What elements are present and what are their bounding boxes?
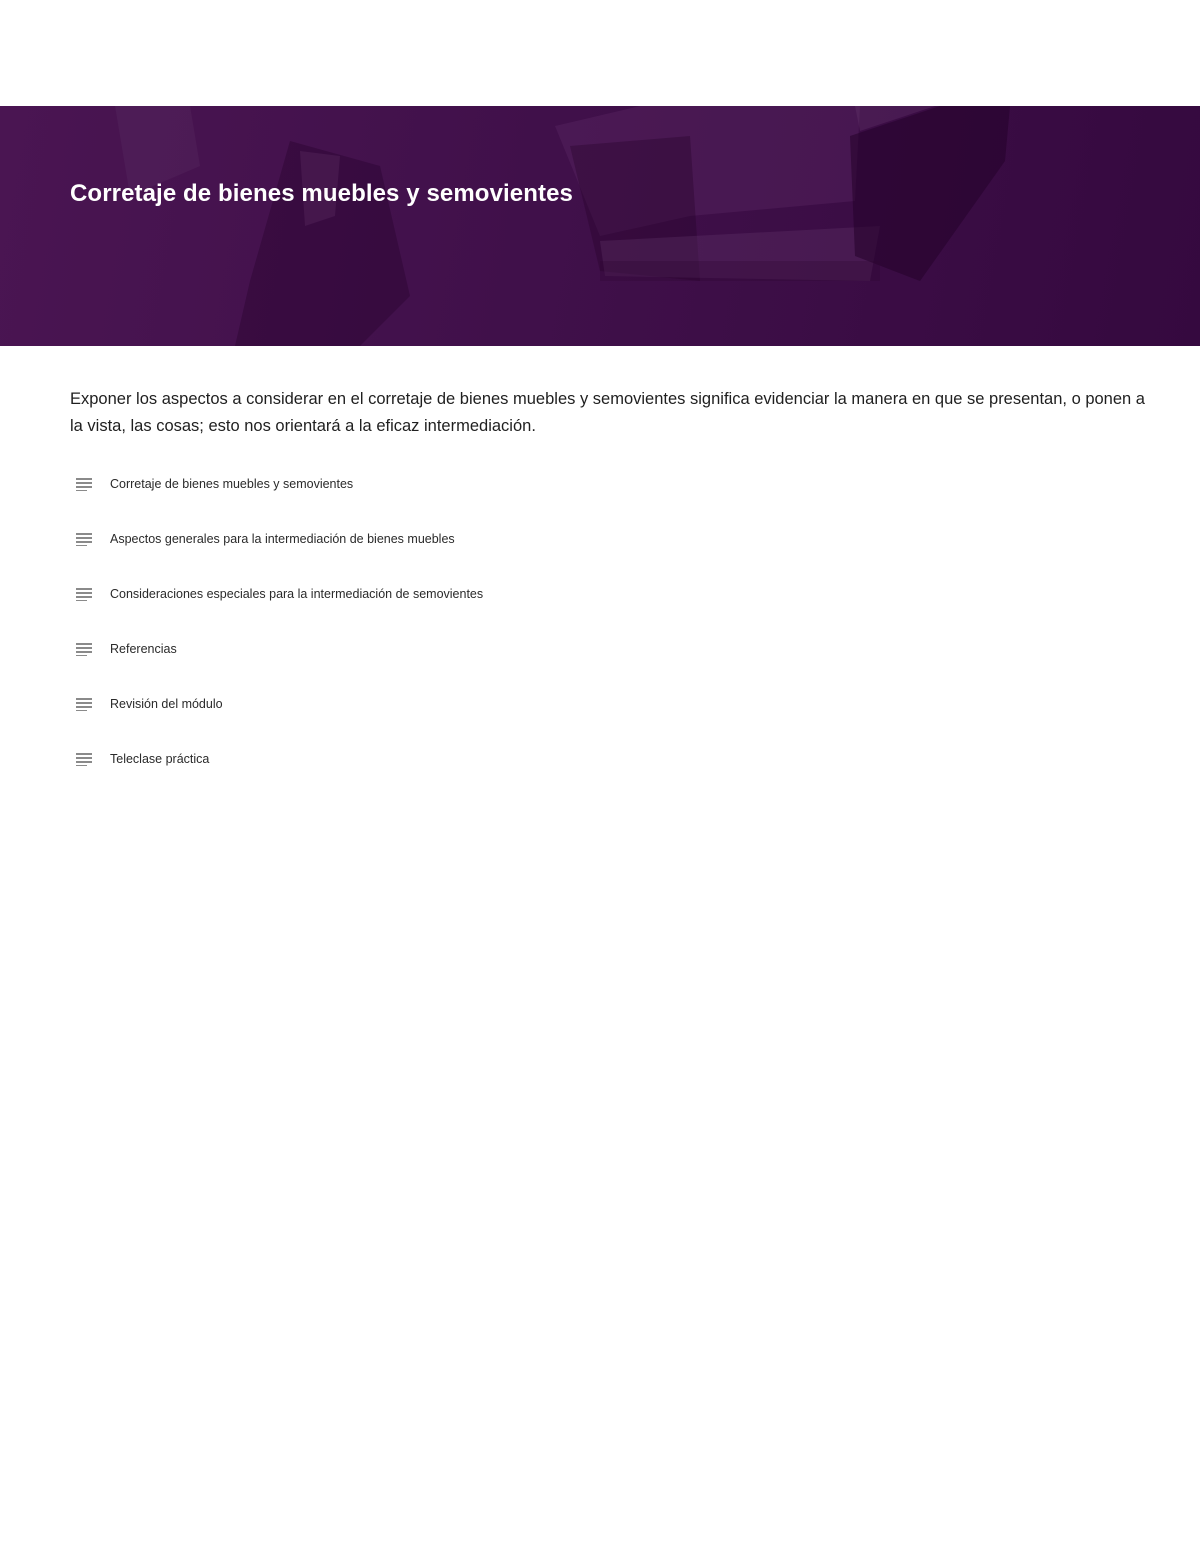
page-title: Corretaje de bienes muebles y semovientes: [70, 180, 573, 207]
lesson-label: Referencias: [110, 642, 177, 656]
lesson-label: Aspectos generales para la intermediación de bienes muebles: [110, 532, 455, 546]
text-lines-icon: [74, 642, 94, 656]
course-hero-banner: [0, 106, 1200, 346]
lesson-label: Teleclase práctica: [110, 752, 210, 766]
hero-background-image: [0, 106, 1200, 346]
lesson-item-aspectos-generales[interactable]: [74, 525, 483, 580]
text-lines-icon: [74, 752, 94, 766]
lesson-item-teleclase[interactable]: [74, 745, 483, 800]
lesson-item-consideraciones[interactable]: [74, 580, 483, 635]
text-lines-icon: [74, 697, 94, 711]
text-lines-icon: [74, 532, 94, 546]
lesson-item-referencias[interactable]: [74, 635, 483, 690]
lesson-label: Consideraciones especiales para la intermediación de semovientes: [110, 587, 484, 601]
course-description: Exponer los aspectos a considerar en el corretaje de bienes muebles y semovientes significa evidenciar la manera en que se presentan, o ponen a la vista, las cosas; esto nos orientará a la eficaz intermediación.: [70, 390, 1145, 435]
lesson-list: [74, 470, 483, 800]
lesson-item-corretaje[interactable]: [74, 470, 483, 525]
lesson-label: Corretaje de bienes muebles y semovientes: [110, 477, 354, 491]
lesson-label: Revisión del módulo: [110, 697, 223, 711]
text-lines-icon: [74, 587, 94, 601]
lesson-item-revision-modulo[interactable]: [74, 690, 483, 745]
text-lines-icon: [74, 477, 94, 491]
